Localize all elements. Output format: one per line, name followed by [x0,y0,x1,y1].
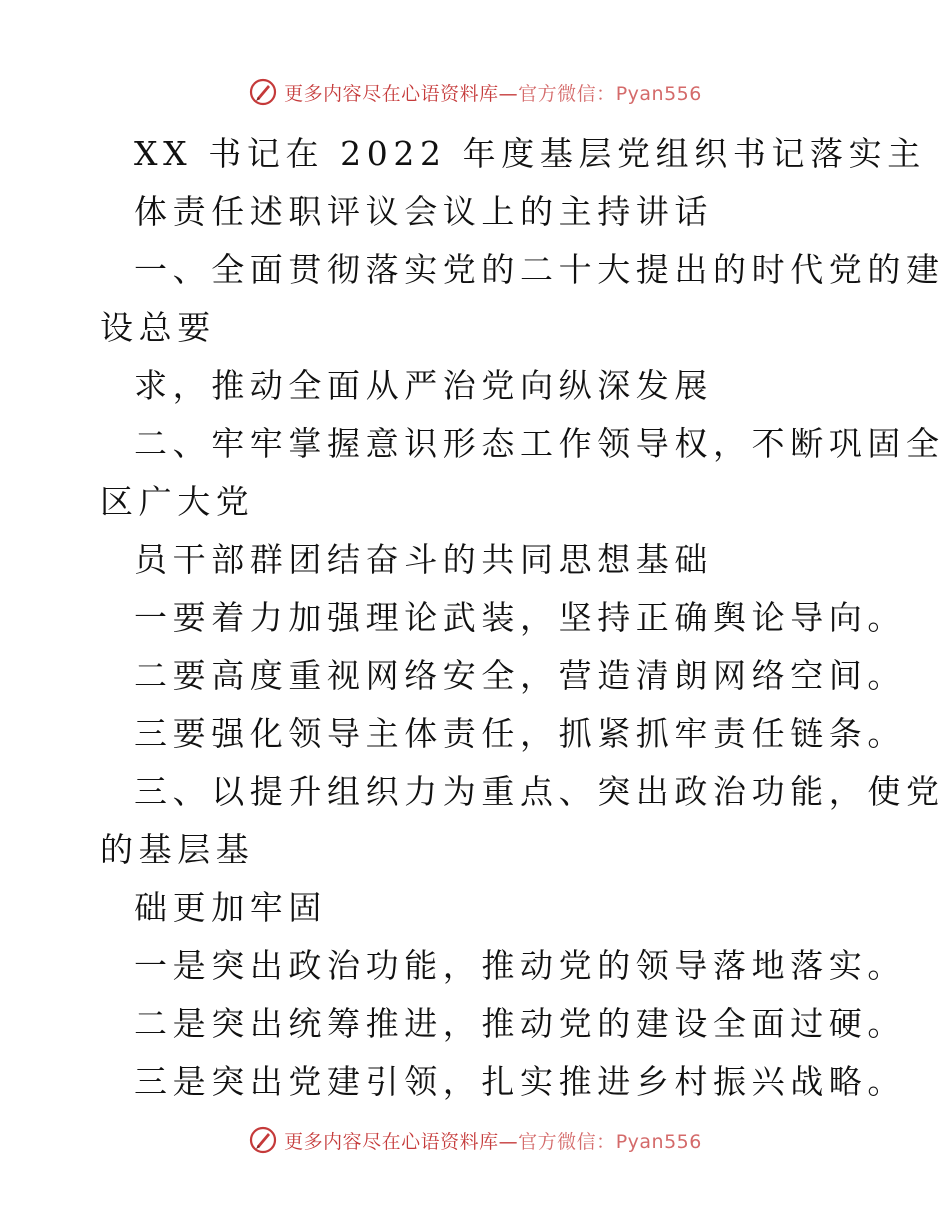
watermark-site-text: 更多内容尽在心语资料库 [284,1130,499,1153]
list-item: 二要高度重视网络安全，营造清朗网络空间。 [134,656,906,695]
section-heading-2: 二、牢牢掌握意识形态工作领导权，不断巩固全 [134,424,945,463]
watermark-wechat-label: 官方微信： [518,82,616,105]
paragraph-line: 础更加牢固 [134,888,327,927]
quill-pen-logo-icon [248,1125,278,1155]
document-title-line-2: 体责任述职评议会议上的主持讲话 [134,192,713,231]
watermark-wechat-id: Pyan556 [615,82,702,105]
document-title-line-1: XX 书记在 2022 年度基层党组织书记落实主 [134,134,926,173]
watermark-site-text: 更多内容尽在心语资料库 [284,82,499,105]
paragraph-line: 员干部群团结奋斗的共同思想基础 [134,540,713,579]
watermark-wechat-id: Pyan556 [615,1130,702,1153]
watermark-text [284,1127,702,1154]
paragraph-line: 求，推动全面从严治党向纵深发展 [134,366,713,405]
section-heading-2-continued: 区广大党 [100,482,255,521]
section-heading-1-continued: 设总要 [100,308,216,347]
list-item: 三要强化领导主体责任，抓紧抓牢责任链条。 [134,714,906,753]
watermark-dash: — [498,82,519,105]
watermark-wechat-label: 官方微信： [518,1130,616,1153]
list-item: 三是突出党建引领，扎实推进乡村振兴战略。 [134,1062,906,1101]
watermark-text [284,79,702,106]
list-item: 一是突出政治功能，推动党的领导落地落实。 [134,946,906,985]
list-item: 一要着力加强理论武装，坚持正确舆论导向。 [134,598,906,637]
footer-watermark [0,1120,950,1160]
section-heading-3-continued: 的基层基 [100,830,255,869]
quill-pen-logo-icon [248,77,278,107]
section-heading-3: 三、以提升组织力为重点、突出政治功能，使党 [134,772,945,811]
list-item: 二是突出统筹推进，推动党的建设全面过硬。 [134,1004,906,1043]
section-heading-1: 一、全面贯彻落实党的二十大提出的时代党的建 [134,250,945,289]
header-watermark [0,72,950,112]
watermark-dash: — [498,1130,519,1153]
